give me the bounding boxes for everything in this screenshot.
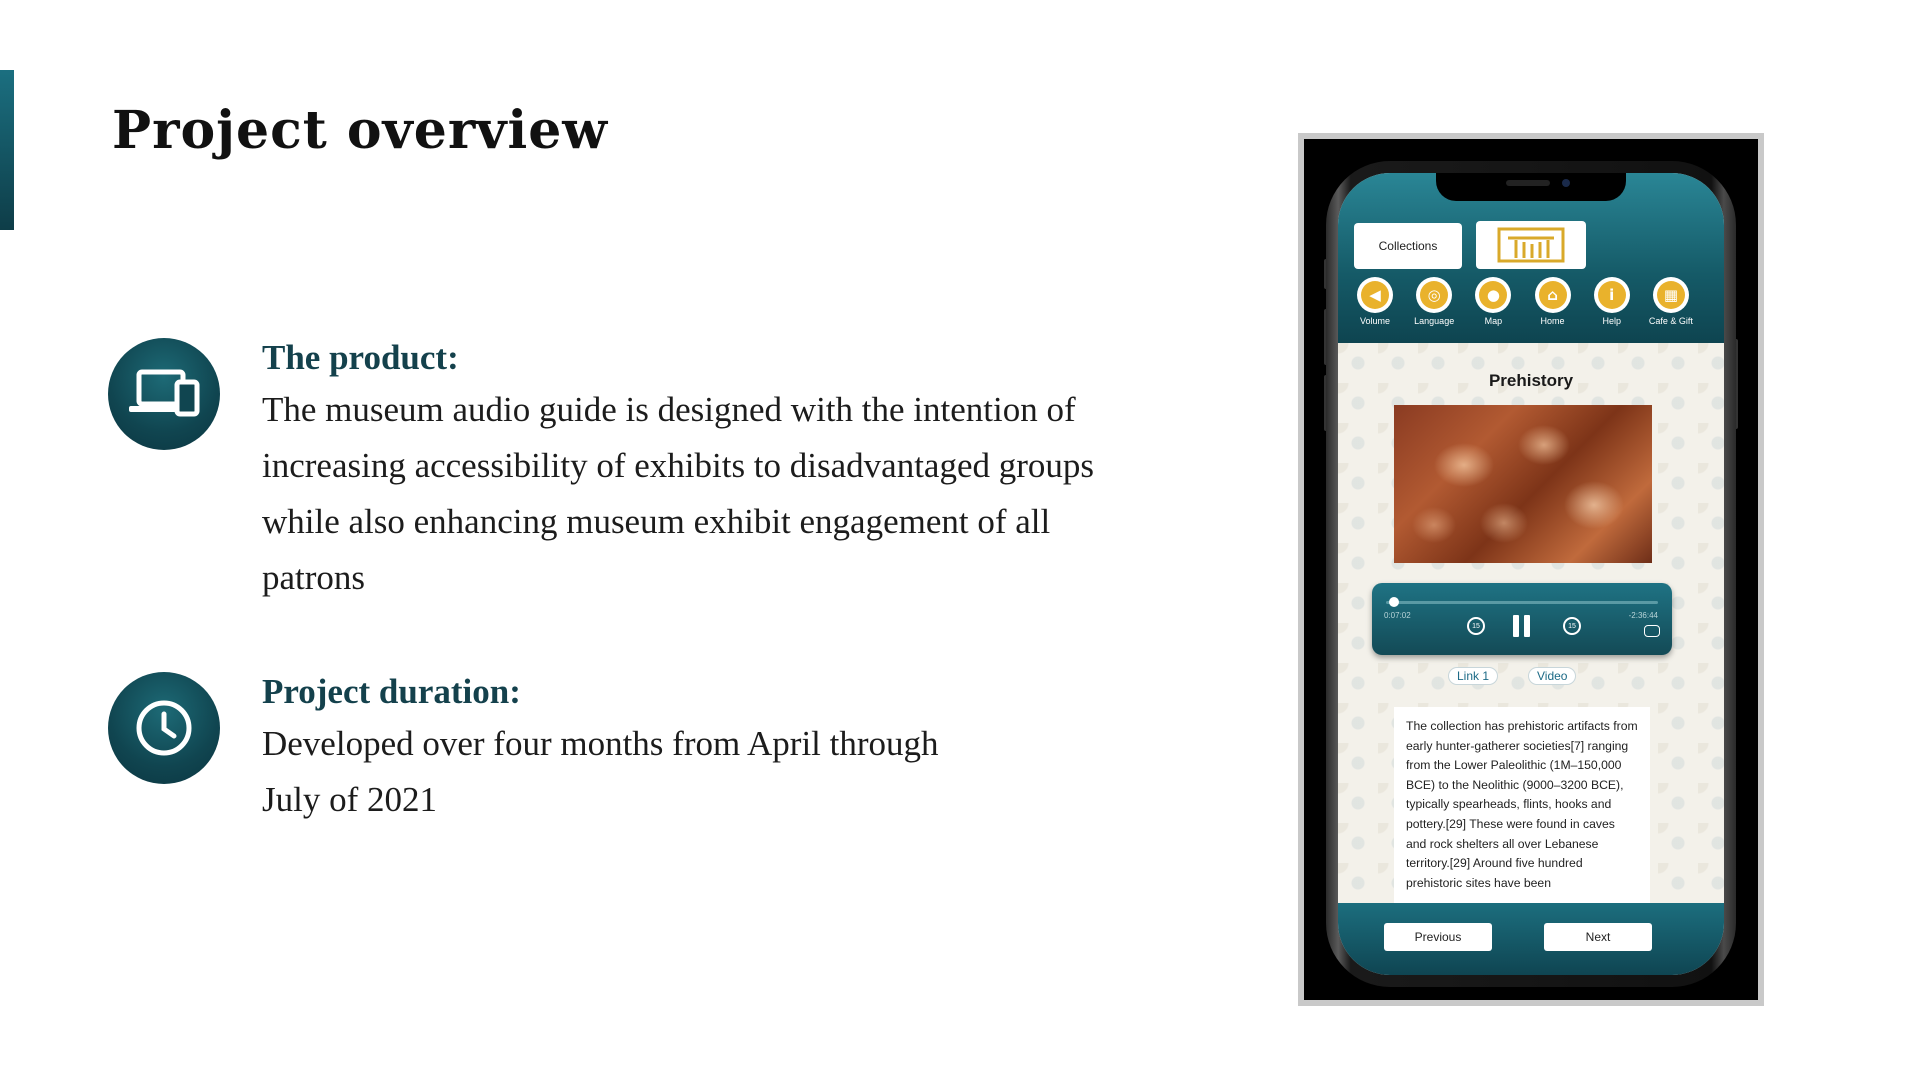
progress-track[interactable]	[1386, 601, 1658, 604]
product-body: The museum audio guide is designed with the intention of increasing accessibility of exhibits to disadvantaged groups while also enhancing museum exhibit engagement of all patrons	[262, 390, 1095, 597]
previous-button[interactable]: Previous	[1384, 923, 1492, 951]
elapsed-time: 0:07:02	[1384, 611, 1411, 620]
app-screen	[1338, 173, 1724, 975]
nav-label: Map	[1484, 316, 1503, 326]
duration-section	[108, 672, 1002, 828]
product-text	[262, 338, 1142, 606]
section-title: Prehistory	[1488, 371, 1574, 390]
nav-label: Language	[1414, 316, 1455, 326]
phone-mockup	[1298, 133, 1764, 1006]
duration-heading: Project duration:	[262, 672, 521, 711]
audio-player	[1372, 583, 1672, 655]
bottom-nav	[1338, 903, 1724, 975]
product-heading: The product:	[262, 338, 459, 377]
phone-notch	[1436, 173, 1626, 201]
next-button[interactable]: Next	[1544, 923, 1652, 951]
volume-icon: ◀	[1361, 281, 1389, 309]
cave-hands-image	[1394, 405, 1652, 563]
nav-language[interactable]	[1407, 277, 1461, 326]
link-1-button[interactable]: Link 1	[1448, 667, 1498, 685]
info-icon: i	[1598, 281, 1626, 309]
duration-text	[262, 672, 1002, 828]
accent-bar	[0, 70, 14, 230]
store-icon: ▦	[1657, 281, 1685, 309]
remaining-time: -2:36:44	[1628, 611, 1658, 620]
phone-background	[1304, 139, 1758, 1000]
nav-volume[interactable]	[1348, 277, 1402, 326]
nav-map[interactable]	[1466, 277, 1520, 326]
progress-knob[interactable]	[1389, 597, 1399, 607]
nav-help[interactable]	[1585, 277, 1639, 326]
museum-logo-icon	[1496, 226, 1566, 264]
captions-icon[interactable]	[1644, 625, 1660, 637]
skip-forward-icon[interactable]: 15	[1563, 617, 1581, 635]
nav-cafe-gift[interactable]	[1644, 277, 1698, 326]
home-icon: ⌂	[1539, 281, 1567, 309]
nav-label: Cafe & Gift	[1648, 316, 1693, 326]
phone-body	[1326, 161, 1736, 987]
clock-icon	[108, 672, 220, 784]
pause-icon[interactable]	[1513, 615, 1531, 637]
skip-back-icon[interactable]: 15	[1467, 617, 1485, 635]
app-nav	[1348, 277, 1698, 326]
devices-icon	[108, 338, 220, 450]
page-title: Project overview	[112, 100, 609, 161]
globe-icon: ◎	[1420, 281, 1448, 309]
nav-label: Volume	[1359, 316, 1391, 326]
museum-logo	[1476, 221, 1586, 269]
collections-button[interactable]: Collections	[1354, 223, 1462, 269]
nav-label: Help	[1602, 316, 1621, 326]
exhibit-description: The collection has prehistoric artifacts from early hunter-gatherer societies[7] ranging from the Lower Paleolithic (1M–150,000 BCE) to the Neolithic (9000–3200 BCE), typically spearheads, flints, hooks and pottery.[29] These were found in caves and rock shelters all over Lebanese territory.[29] Around five hundred prehistoric sites have been	[1394, 707, 1650, 903]
nav-label: Home	[1540, 316, 1565, 326]
nav-home[interactable]	[1526, 277, 1580, 326]
video-button[interactable]: Video	[1528, 667, 1576, 685]
duration-body: Developed over four months from April through July of 2021	[262, 724, 939, 819]
map-pin-icon: ●	[1479, 281, 1507, 309]
product-section	[108, 338, 1142, 606]
exhibit-content	[1338, 343, 1724, 903]
